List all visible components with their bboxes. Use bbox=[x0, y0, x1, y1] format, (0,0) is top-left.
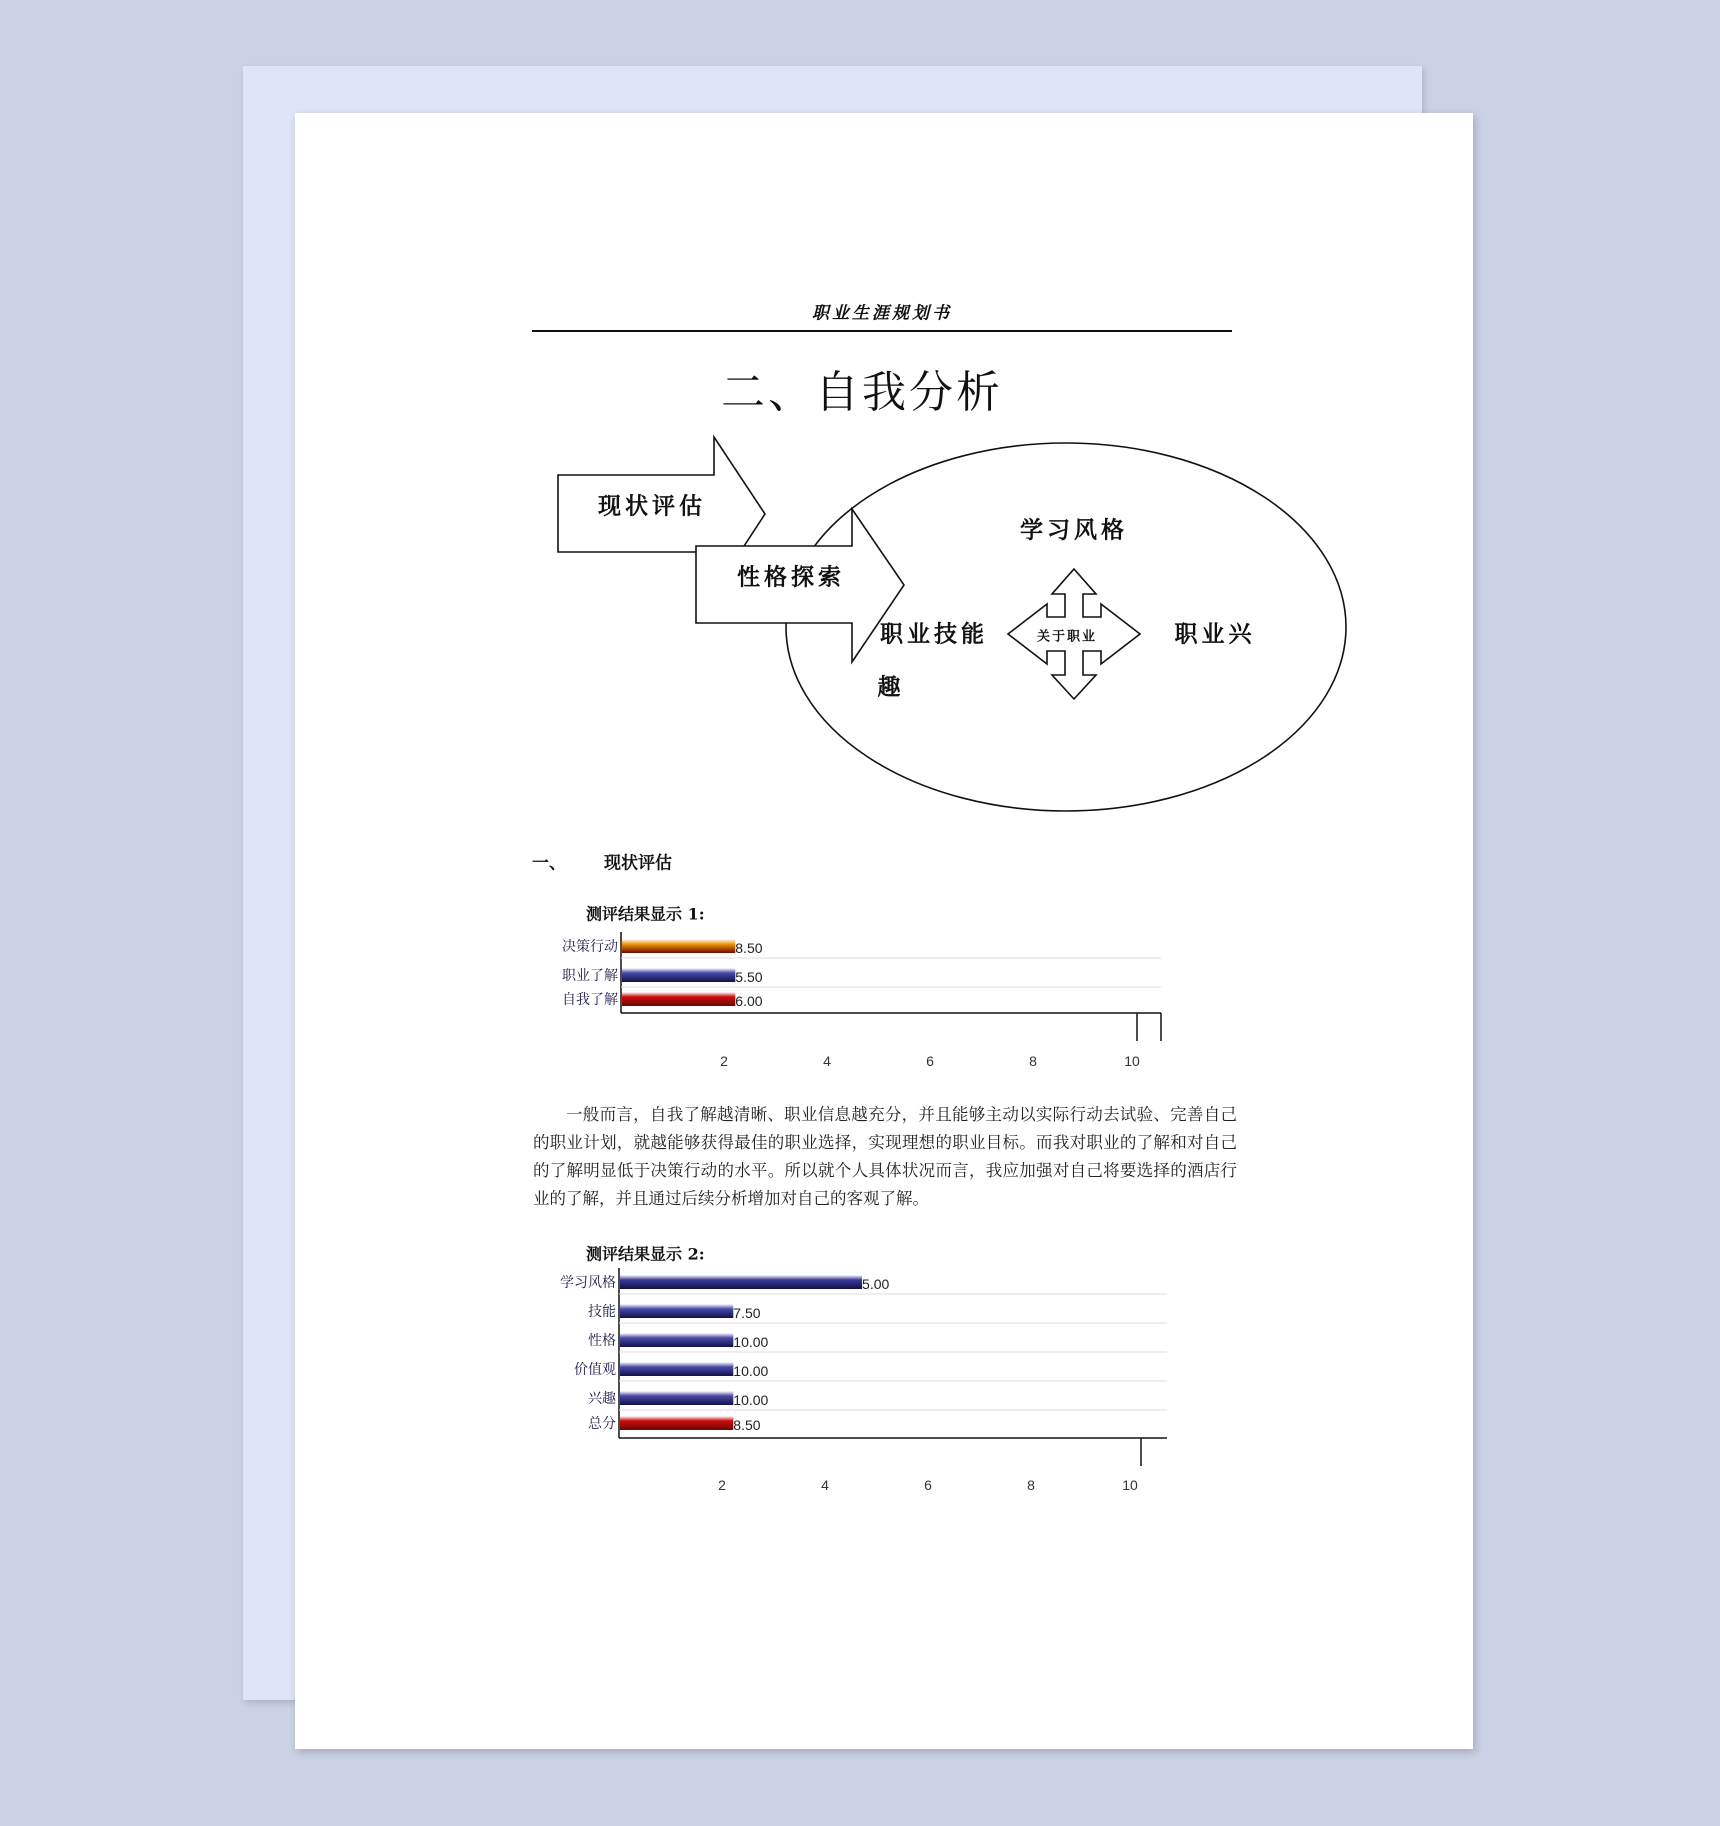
x-tick-label: 8 bbox=[1029, 1053, 1037, 1069]
bar-兴趣 bbox=[620, 1391, 733, 1405]
section-number: 一、 bbox=[532, 853, 566, 874]
category-label: 性格 bbox=[588, 1333, 616, 1349]
label-career-interest: 职业兴 bbox=[1174, 620, 1256, 648]
label-learning-style: 学习风格 bbox=[1020, 516, 1128, 544]
category-label: 总分 bbox=[588, 1416, 616, 1432]
bar-技能 bbox=[620, 1304, 733, 1318]
category-label: 职业了解 bbox=[562, 968, 618, 984]
value-label: 8.50 bbox=[735, 940, 763, 956]
x-tick-label: 2 bbox=[720, 1053, 728, 1069]
category-label: 兴趣 bbox=[588, 1391, 616, 1407]
x-tick-label: 4 bbox=[823, 1053, 831, 1069]
x-tick-label: 4 bbox=[821, 1477, 829, 1493]
x-tick-label: 6 bbox=[926, 1053, 934, 1069]
value-label: 6.00 bbox=[735, 993, 763, 1009]
x-tick-label: 6 bbox=[924, 1477, 932, 1493]
bar-性格 bbox=[620, 1333, 733, 1347]
chart-2-title: 测评结果显示 2: bbox=[586, 1244, 705, 1264]
chart-1-title: 测评结果显示 1: bbox=[586, 904, 705, 924]
value-label: 8.50 bbox=[733, 1417, 761, 1433]
value-label: 7.50 bbox=[733, 1305, 761, 1321]
page-title: 二、自我分析 bbox=[721, 367, 1003, 418]
bar-学习风格 bbox=[620, 1275, 862, 1289]
arrow-label-status: 现状评估 bbox=[598, 492, 706, 520]
category-label: 自我了解 bbox=[562, 992, 618, 1008]
arrow-label-personality: 性格探索 bbox=[737, 563, 845, 591]
bar-自我了解 bbox=[622, 992, 735, 1006]
value-label: 5.00 bbox=[862, 1276, 890, 1292]
label-about-career: 关于职业 bbox=[1036, 629, 1098, 645]
label-career-skills: 职业技能 bbox=[880, 620, 988, 648]
bar-价值观 bbox=[620, 1362, 733, 1376]
x-tick-label: 10 bbox=[1122, 1477, 1138, 1493]
x-tick-label: 10 bbox=[1124, 1053, 1140, 1069]
bar-决策行动 bbox=[622, 939, 735, 953]
category-label: 价值观 bbox=[574, 1362, 616, 1378]
value-label: 10.00 bbox=[733, 1363, 769, 1379]
value-label: 10.00 bbox=[733, 1334, 769, 1350]
value-label: 5.50 bbox=[735, 969, 763, 985]
body-paragraph: 一般而言，自我了解越清晰、职业信息越充分，并且能够主动以实际行动去试验、完善自己的职业计划，就越能够获得最佳的职业选择，实现理想的职业目标。而我对职业的了解和对自己的了解明显低于决策行动的水平。所以就个人具体状况而言，我应加强对自己将要选择的酒店行业的了解，并且通过后续分析增加对自己的客观了解。 bbox=[533, 1105, 1237, 1208]
value-label: 10.00 bbox=[733, 1392, 769, 1408]
section-title: 现状评估 bbox=[604, 853, 672, 874]
label-wrap: 趣 bbox=[877, 673, 905, 701]
bar-总分 bbox=[620, 1416, 733, 1430]
x-tick-label: 2 bbox=[718, 1477, 726, 1493]
category-label: 决策行动 bbox=[562, 939, 618, 955]
running-header: 职业生涯规划书 bbox=[812, 303, 952, 324]
category-label: 学习风格 bbox=[560, 1275, 616, 1291]
x-tick-label: 8 bbox=[1027, 1477, 1035, 1493]
bar-职业了解 bbox=[622, 968, 735, 982]
category-label: 技能 bbox=[588, 1304, 616, 1320]
